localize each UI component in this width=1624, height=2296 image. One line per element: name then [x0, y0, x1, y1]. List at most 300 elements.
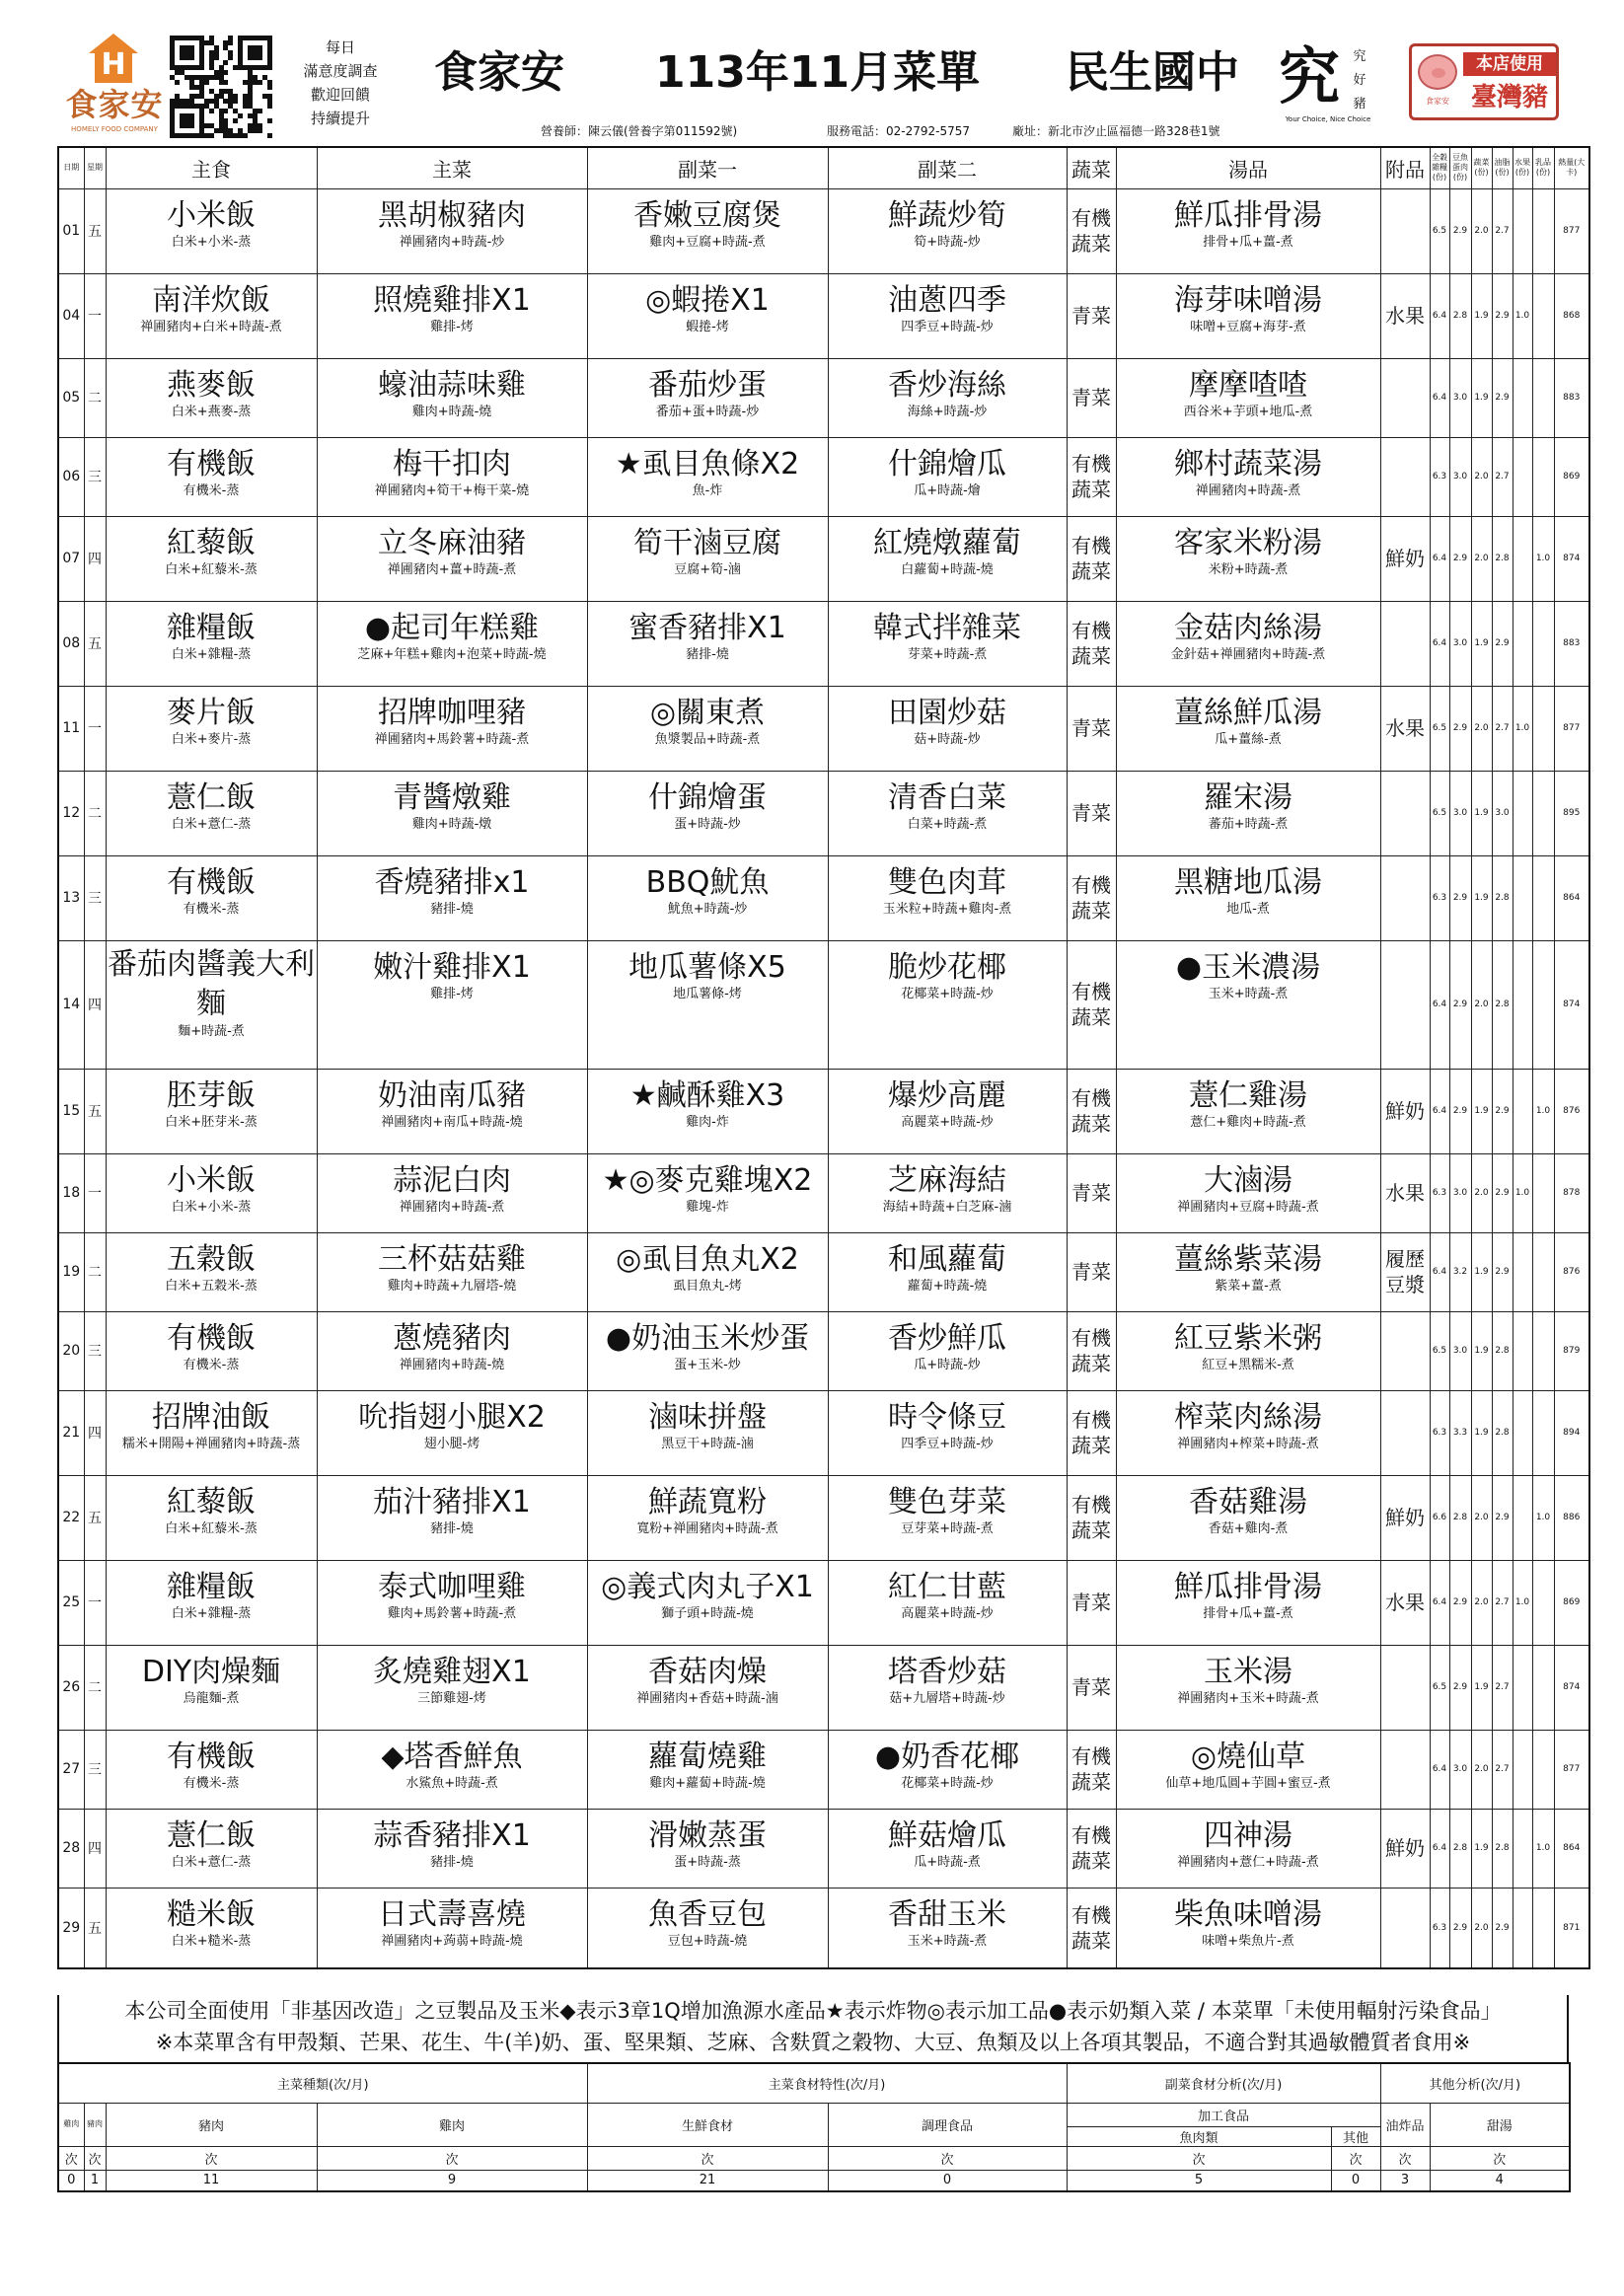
dish-ingredients: 蕃茄+時蔬-煮	[1208, 816, 1289, 832]
menu-row	[58, 1645, 1589, 1730]
dish-name: 爆炒高麗	[888, 1077, 1006, 1113]
veg-cell: 有機蔬菜	[1067, 1390, 1116, 1475]
dish-name: 四神湯	[1204, 1817, 1292, 1853]
main-cell	[317, 188, 587, 273]
dish-name: ★◎麥克雞塊X2	[602, 1162, 813, 1198]
dish-name: 日式壽喜燒	[378, 1896, 526, 1932]
dish-name: ◎虱目魚丸X2	[616, 1241, 799, 1277]
nutrition-protein: 2.9	[1449, 855, 1471, 940]
staple-cell	[106, 188, 317, 273]
extra-cell	[1380, 1390, 1430, 1475]
nutrition-vegetable: 1.9	[1471, 1311, 1492, 1390]
nutrition-calories: 879	[1554, 1311, 1589, 1390]
staple-cell	[106, 1069, 317, 1153]
menu-row	[58, 1390, 1589, 1475]
dish-name: 胚芽飯	[167, 1077, 256, 1113]
dish-ingredients: 雞肉+時蔬+九層塔-燒	[387, 1278, 517, 1294]
nutrition-fruit	[1513, 1645, 1532, 1730]
col-side1: 副菜一	[587, 147, 828, 188]
dish-ingredients: 虱目魚丸-烤	[673, 1278, 742, 1294]
dish-name: 泰式咖哩雞	[378, 1569, 526, 1604]
taiwan-pork-badge	[1409, 43, 1559, 120]
kanji-logo-mark: 究	[1279, 40, 1341, 112]
extra-cell	[1380, 1730, 1430, 1809]
summary-col-processed: 加工食品	[1067, 2103, 1380, 2126]
summary-value: 0	[1331, 2170, 1380, 2191]
nutrition-dairy	[1532, 273, 1554, 358]
nutrition-dairy	[1532, 1645, 1554, 1730]
dish-ingredients: 禅圃豬肉+薏仁+時蔬-煮	[1177, 1854, 1319, 1870]
side2-cell	[828, 601, 1067, 686]
summary-col-pork: 豬肉	[106, 2103, 317, 2146]
dish-ingredients: 白米+雜糧-蒸	[171, 646, 252, 662]
nutrition-vegetable: 1.9	[1471, 601, 1492, 686]
nutrition-vegetable: 2.0	[1471, 686, 1492, 771]
nutrition-dairy: 1.0	[1532, 1069, 1554, 1153]
extra-cell	[1380, 1311, 1430, 1390]
dish-name: ●奶香花椰	[874, 1739, 1020, 1774]
footnote-legend: 本公司全面使用「非基因改造」之豆製品及玉米◆表示3章1Q增加漁源水產品★表示炸物◎表示加工品●表示奶類入菜 / 本菜單「未使用輻射污染食品」	[124, 1999, 1502, 2023]
soup-cell	[1116, 437, 1380, 516]
menu-row	[58, 437, 1589, 516]
staple-cell	[106, 1645, 317, 1730]
col-weekday: 星期	[84, 147, 106, 188]
nutrition-oil: 2.8	[1492, 1390, 1513, 1475]
menu-row	[58, 516, 1589, 601]
dish-name: 和風蘿蔔	[888, 1241, 1006, 1277]
dish-ingredients: 菇+時蔬-炒	[914, 731, 981, 747]
nutrition-vegetable: 1.9	[1471, 1645, 1492, 1730]
dish-ingredients: 蛋+時蔬-蒸	[674, 1854, 741, 1870]
nutrition-oil: 2.7	[1492, 1730, 1513, 1809]
menu-row	[58, 1475, 1589, 1560]
main-cell	[317, 1730, 587, 1809]
main-cell	[317, 771, 587, 855]
side1-cell	[587, 1888, 828, 1968]
date-cell: 05	[58, 358, 84, 437]
soup-cell	[1116, 1888, 1380, 1968]
dish-name: 薏仁飯	[167, 1817, 256, 1853]
nutrition-fruit: 1.0	[1513, 1153, 1532, 1232]
side1-cell	[587, 686, 828, 771]
summary-value: 0	[828, 2170, 1067, 2191]
dish-ingredients: 禅圃豬肉+南瓜+時蔬-燒	[381, 1114, 523, 1130]
nutrition-oil: 2.7	[1492, 1645, 1513, 1730]
dish-name: 雙色芽菜	[888, 1484, 1006, 1519]
nutrition-protein: 2.9	[1449, 1888, 1471, 1968]
dish-name: 小米飯	[167, 197, 256, 233]
dish-name: 紅藜飯	[167, 1484, 256, 1519]
nutrition-protein: 3.0	[1449, 601, 1471, 686]
date-cell: 25	[58, 1560, 84, 1645]
nutrition-grains: 6.6	[1430, 1475, 1449, 1560]
dish-name: 紅燒燉蘿蔔	[873, 525, 1021, 560]
date-cell: 12	[58, 771, 84, 855]
date-cell: 08	[58, 601, 84, 686]
dish-name: 香燒豬排x1	[374, 864, 530, 900]
dish-name: DIY肉燥麵	[141, 1654, 281, 1689]
nutrition-grains: 6.4	[1430, 1232, 1449, 1311]
pig-icon	[1418, 54, 1457, 90]
veg-cell: 有機蔬菜	[1067, 940, 1116, 1069]
summary-small-a: 雞肉	[58, 2103, 84, 2146]
soup-cell	[1116, 1645, 1380, 1730]
date-cell: 26	[58, 1645, 84, 1730]
side2-cell	[828, 1560, 1067, 1645]
dish-ingredients: 味噌+豆腐+海芽-煮	[1190, 319, 1306, 334]
staple-cell	[106, 1153, 317, 1232]
summary-group-other: 其他分析(次/月)	[1380, 2063, 1570, 2103]
col-dairy: 乳品(份)	[1532, 147, 1554, 188]
nutrition-grains: 6.4	[1430, 1809, 1449, 1888]
date-cell: 04	[58, 273, 84, 358]
date-cell: 11	[58, 686, 84, 771]
side1-cell	[587, 601, 828, 686]
dish-ingredients: 豆包+時蔬-燒	[667, 1933, 748, 1949]
nutrition-protein: 3.2	[1449, 1232, 1471, 1311]
dish-ingredients: 白蘿蔔+時蔬-燒	[901, 561, 994, 577]
staple-cell	[106, 1390, 317, 1475]
dish-ingredients: 翅小腿-烤	[423, 1436, 480, 1451]
staple-cell	[106, 1888, 317, 1968]
side2-cell	[828, 1809, 1067, 1888]
main-cell	[317, 1311, 587, 1390]
nutrition-vegetable: 1.9	[1471, 1390, 1492, 1475]
dish-name: 香嫩豆腐煲	[633, 197, 781, 233]
nutrition-fruit	[1513, 1730, 1532, 1809]
staple-cell	[106, 1311, 317, 1390]
nutrition-grains: 6.4	[1430, 516, 1449, 601]
dish-name: 鮮蔬寬粉	[648, 1484, 767, 1519]
dish-name: 薏仁飯	[167, 779, 256, 815]
nutrition-oil: 2.9	[1492, 273, 1513, 358]
extra-cell	[1380, 601, 1430, 686]
dish-name: 薑絲鮮瓜湯	[1174, 695, 1322, 730]
weekday-cell: 二	[84, 1232, 106, 1311]
side1-cell	[587, 1311, 828, 1390]
menu-row	[58, 358, 1589, 437]
dish-ingredients: 地瓜-煮	[1226, 901, 1270, 917]
summary-unit: 次	[1380, 2146, 1430, 2170]
dietitian-info: 營養師：陳云儀(營養字第011592號)	[541, 124, 738, 138]
col-staple: 主食	[106, 147, 317, 188]
address-info: 廠址：新北市汐止區福德一路328巷1號	[1012, 124, 1220, 138]
dish-ingredients: 白菜+時蔬-煮	[907, 816, 988, 832]
menu-row	[58, 273, 1589, 358]
dish-name: 黑糖地瓜湯	[1174, 864, 1322, 900]
soup-cell	[1116, 188, 1380, 273]
menu-row	[58, 771, 1589, 855]
side2-cell	[828, 358, 1067, 437]
nutrition-grains: 6.3	[1430, 1888, 1449, 1968]
nutrition-fruit	[1513, 771, 1532, 855]
dish-name: 鮮蔬炒筍	[888, 197, 1006, 233]
veg-cell: 青菜	[1067, 1232, 1116, 1311]
extra-cell	[1380, 771, 1430, 855]
staple-cell	[106, 940, 317, 1069]
summary-group-side: 副菜食材分析(次/月)	[1067, 2063, 1380, 2103]
nutrition-vegetable: 2.0	[1471, 1153, 1492, 1232]
summary-unit: 次	[317, 2146, 587, 2170]
nutrition-oil: 2.7	[1492, 188, 1513, 273]
main-cell	[317, 1069, 587, 1153]
qr-code-icon[interactable]	[170, 36, 272, 138]
dish-ingredients: 禅圃豬肉+時蔬-燒	[399, 1357, 505, 1372]
dish-ingredients: 白米+薏仁-蒸	[171, 1854, 252, 1870]
weekday-cell: 三	[84, 437, 106, 516]
nutrition-dairy	[1532, 188, 1554, 273]
side1-cell	[587, 1232, 828, 1311]
nutrition-oil: 2.7	[1492, 686, 1513, 771]
dish-name: 羅宋湯	[1204, 779, 1292, 815]
extra-cell: 履歷豆漿	[1380, 1232, 1430, 1311]
side1-cell	[587, 1560, 828, 1645]
weekday-cell: 三	[84, 1311, 106, 1390]
col-date: 日期	[58, 147, 84, 188]
side2-cell	[828, 437, 1067, 516]
nutrition-fruit	[1513, 601, 1532, 686]
nutrition-fruit	[1513, 1390, 1532, 1475]
nutrition-oil: 2.9	[1492, 601, 1513, 686]
staple-cell	[106, 516, 317, 601]
nutrition-oil: 2.8	[1492, 940, 1513, 1069]
dish-name: 滑嫩蒸蛋	[648, 1817, 767, 1853]
nutrition-oil: 2.9	[1492, 1475, 1513, 1560]
dish-ingredients: 禅圃豬肉+筍干+梅干菜-燒	[374, 482, 530, 498]
extra-cell	[1380, 437, 1430, 516]
dish-name: ●玉米濃湯	[1175, 949, 1321, 985]
nutrition-grains: 6.4	[1430, 273, 1449, 358]
dish-ingredients: 瓜+時蔬-燴	[914, 482, 981, 498]
dish-ingredients: 豬排-燒	[686, 646, 729, 662]
dish-name: 油蔥四季	[888, 282, 1006, 318]
side2-cell	[828, 686, 1067, 771]
main-cell	[317, 1475, 587, 1560]
soup-cell	[1116, 1730, 1380, 1809]
nutrition-oil: 2.7	[1492, 437, 1513, 516]
veg-cell: 有機蔬菜	[1067, 855, 1116, 940]
dish-name: 五穀飯	[167, 1241, 256, 1277]
dish-name: 有機飯	[167, 1739, 256, 1774]
nutrition-protein: 2.9	[1449, 188, 1471, 273]
staple-cell	[106, 1232, 317, 1311]
dish-name: ◎蝦捲X1	[645, 282, 770, 318]
nutrition-dairy	[1532, 1390, 1554, 1475]
extra-cell	[1380, 1645, 1430, 1730]
extra-cell	[1380, 188, 1430, 273]
nutrition-grains: 6.5	[1430, 188, 1449, 273]
summary-value: 1	[84, 2170, 106, 2191]
nutrition-dairy	[1532, 686, 1554, 771]
dish-ingredients: 地瓜薯條-烤	[673, 986, 742, 1001]
summary-col-fried: 油炸品	[1380, 2103, 1430, 2146]
veg-cell: 青菜	[1067, 771, 1116, 855]
side1-cell	[587, 358, 828, 437]
menu-header	[0, 0, 1624, 148]
nutrition-vegetable: 1.9	[1471, 1069, 1492, 1153]
dish-ingredients: 獅子頭+時蔬-燒	[661, 1605, 754, 1621]
dish-ingredients: 白米+燕麥-蒸	[171, 404, 252, 419]
dish-name: 招牌咖哩豬	[378, 695, 526, 730]
side1-cell	[587, 188, 828, 273]
dish-ingredients: 禅圃豬肉+榨菜+時蔬-煮	[1177, 1436, 1319, 1451]
summary-unit: 次	[828, 2146, 1067, 2170]
nutrition-vegetable: 2.0	[1471, 516, 1492, 601]
nutrition-calories: 874	[1554, 1645, 1589, 1730]
dish-name: 蔥燒豬肉	[393, 1320, 511, 1356]
dish-ingredients: 芝麻+年糕+雞肉+泡菜+時蔬-燒	[357, 646, 547, 662]
dish-ingredients: 糯米+開陽+禅圃豬肉+時蔬-蒸	[121, 1436, 301, 1451]
weekday-cell: 四	[84, 1390, 106, 1475]
dish-name: 蒜泥白肉	[393, 1162, 511, 1198]
staple-cell	[106, 1560, 317, 1645]
summary-value: 11	[106, 2170, 317, 2191]
dish-ingredients: 高麗菜+時蔬-炒	[901, 1114, 994, 1130]
nutrition-calories: 876	[1554, 1232, 1589, 1311]
soup-cell	[1116, 1069, 1380, 1153]
dish-ingredients: 香菇+雞肉-煮	[1208, 1520, 1289, 1536]
menu-row	[58, 1311, 1589, 1390]
side2-cell	[828, 1645, 1067, 1730]
dish-ingredients: 魷魚+時蔬-炒	[667, 901, 748, 917]
date-cell: 21	[58, 1390, 84, 1475]
dish-ingredients: 禅圃豬肉+香菇+時蔬-滷	[636, 1690, 778, 1706]
dish-ingredients: 排骨+瓜+薑-煮	[1203, 234, 1293, 250]
date-cell: 28	[58, 1809, 84, 1888]
summary-unit-row	[58, 2146, 1570, 2170]
nutrition-grains: 6.3	[1430, 437, 1449, 516]
main-cell	[317, 855, 587, 940]
soup-cell	[1116, 940, 1380, 1069]
dish-ingredients: 西谷米+芋頭+地瓜-煮	[1183, 404, 1313, 419]
nutrition-fruit	[1513, 1311, 1532, 1390]
dish-ingredients: 禅圃豬肉+薑+時蔬-煮	[387, 561, 517, 577]
dish-name: 燕麥飯	[167, 367, 256, 403]
nutrition-vegetable: 2.0	[1471, 1475, 1492, 1560]
dish-ingredients: 水鯊魚+時蔬-煮	[406, 1775, 498, 1791]
dish-name: 海芽味噌湯	[1174, 282, 1322, 318]
summary-unit: 次	[587, 2146, 828, 2170]
dish-ingredients: 禅圃豬肉+玉米+時蔬-煮	[1177, 1690, 1319, 1706]
main-cell	[317, 686, 587, 771]
dish-name: 清香白菜	[888, 779, 1006, 815]
dish-ingredients: 白米+五穀米-蒸	[165, 1278, 258, 1294]
dish-name: 田園炒菇	[888, 695, 1006, 730]
summary-col-cooked: 調理食品	[828, 2103, 1067, 2146]
nutrition-calories: 895	[1554, 771, 1589, 855]
nutrition-oil: 2.9	[1492, 1153, 1513, 1232]
soup-cell	[1116, 1232, 1380, 1311]
dish-name: 有機飯	[167, 864, 256, 900]
veg-cell: 青菜	[1067, 1560, 1116, 1645]
summary-value: 3	[1380, 2170, 1430, 2191]
dish-name: 地瓜薯條X5	[628, 949, 786, 985]
dish-ingredients: 蝦捲-烤	[686, 319, 729, 334]
extra-cell	[1380, 855, 1430, 940]
menu-body	[58, 188, 1589, 1968]
school-name: 民生國中	[1066, 47, 1239, 98]
summary-unit: 次	[1430, 2146, 1570, 2170]
dish-name: 薏仁雞湯	[1189, 1077, 1307, 1113]
dish-name: ◎義式肉丸子X1	[601, 1569, 814, 1604]
menu-row	[58, 601, 1589, 686]
menu-table	[57, 146, 1590, 1969]
nutrition-calories: 871	[1554, 1888, 1589, 1968]
dish-name: 金菇肉絲湯	[1174, 610, 1322, 645]
nutrition-fruit	[1513, 855, 1532, 940]
weekday-cell: 一	[84, 1153, 106, 1232]
nutrition-dairy	[1532, 1560, 1554, 1645]
dish-ingredients: 瓜+薑絲-煮	[1215, 731, 1282, 747]
dish-name: 滷味拼盤	[648, 1399, 767, 1435]
soup-cell	[1116, 686, 1380, 771]
soup-cell	[1116, 516, 1380, 601]
extra-cell: 鮮奶	[1380, 1069, 1430, 1153]
dish-name: 番茄炒蛋	[648, 367, 767, 403]
nutrition-oil: 2.8	[1492, 1809, 1513, 1888]
extra-cell: 鮮奶	[1380, 516, 1430, 601]
veg-cell: 有機蔬菜	[1067, 1809, 1116, 1888]
weekday-cell: 四	[84, 1809, 106, 1888]
badge-top-text: 本店使用	[1463, 52, 1556, 76]
main-cell	[317, 1560, 587, 1645]
nutrition-calories: 876	[1554, 1069, 1589, 1153]
staple-cell	[106, 686, 317, 771]
summary-col-raw: 生鮮食材	[587, 2103, 828, 2146]
dish-name: 嫩汁雞排X1	[373, 949, 531, 985]
nutrition-oil: 2.9	[1492, 1888, 1513, 1968]
dish-ingredients: 玉米+時蔬-煮	[907, 1933, 988, 1949]
nutrition-dairy	[1532, 437, 1554, 516]
menu-row	[58, 1232, 1589, 1311]
staple-cell	[106, 1730, 317, 1809]
dish-ingredients: 白米+胚芽米-蒸	[165, 1114, 258, 1130]
dish-name: 蘿蔔燒雞	[648, 1739, 767, 1774]
dish-name: 立冬麻油豬	[378, 525, 526, 560]
veg-cell: 有機蔬菜	[1067, 188, 1116, 273]
date-cell: 14	[58, 940, 84, 1069]
side2-cell	[828, 1390, 1067, 1475]
extra-cell: 鮮奶	[1380, 1475, 1430, 1560]
dish-name: 南洋炊飯	[152, 282, 270, 318]
nutrition-fruit	[1513, 940, 1532, 1069]
dish-name: 吮指翅小腿X2	[358, 1399, 546, 1435]
nutrition-oil: 2.7	[1492, 1560, 1513, 1645]
dish-ingredients: 有機米-蒸	[183, 901, 240, 917]
dish-name: ◆塔香鮮魚	[381, 1739, 523, 1774]
dish-name: 大滷湯	[1204, 1162, 1292, 1198]
nutrition-protein: 3.0	[1449, 437, 1471, 516]
dish-ingredients: 寬粉+禅圃豬肉+時蔬-煮	[636, 1520, 778, 1536]
veg-cell: 有機蔬菜	[1067, 1730, 1116, 1809]
nutrition-dairy	[1532, 1888, 1554, 1968]
col-veg: 蔬菜	[1067, 147, 1116, 188]
date-cell: 27	[58, 1730, 84, 1809]
dish-ingredients: 烏龍麵-煮	[183, 1690, 240, 1706]
nutrition-calories: 878	[1554, 1153, 1589, 1232]
page-title: 113年11月菜單	[655, 47, 981, 98]
nutrition-fruit	[1513, 188, 1532, 273]
soup-cell	[1116, 771, 1380, 855]
nutrition-protein: 3.0	[1449, 771, 1471, 855]
side1-cell	[587, 855, 828, 940]
side1-cell	[587, 1390, 828, 1475]
side2-cell	[828, 1730, 1067, 1809]
dish-ingredients: 麵+時蔬-煮	[178, 1023, 245, 1039]
dish-name: 有機飯	[167, 1320, 256, 1356]
dish-ingredients: 禅圃豬肉+豆腐+時蔬-煮	[1177, 1199, 1319, 1215]
side1-cell	[587, 1809, 828, 1888]
